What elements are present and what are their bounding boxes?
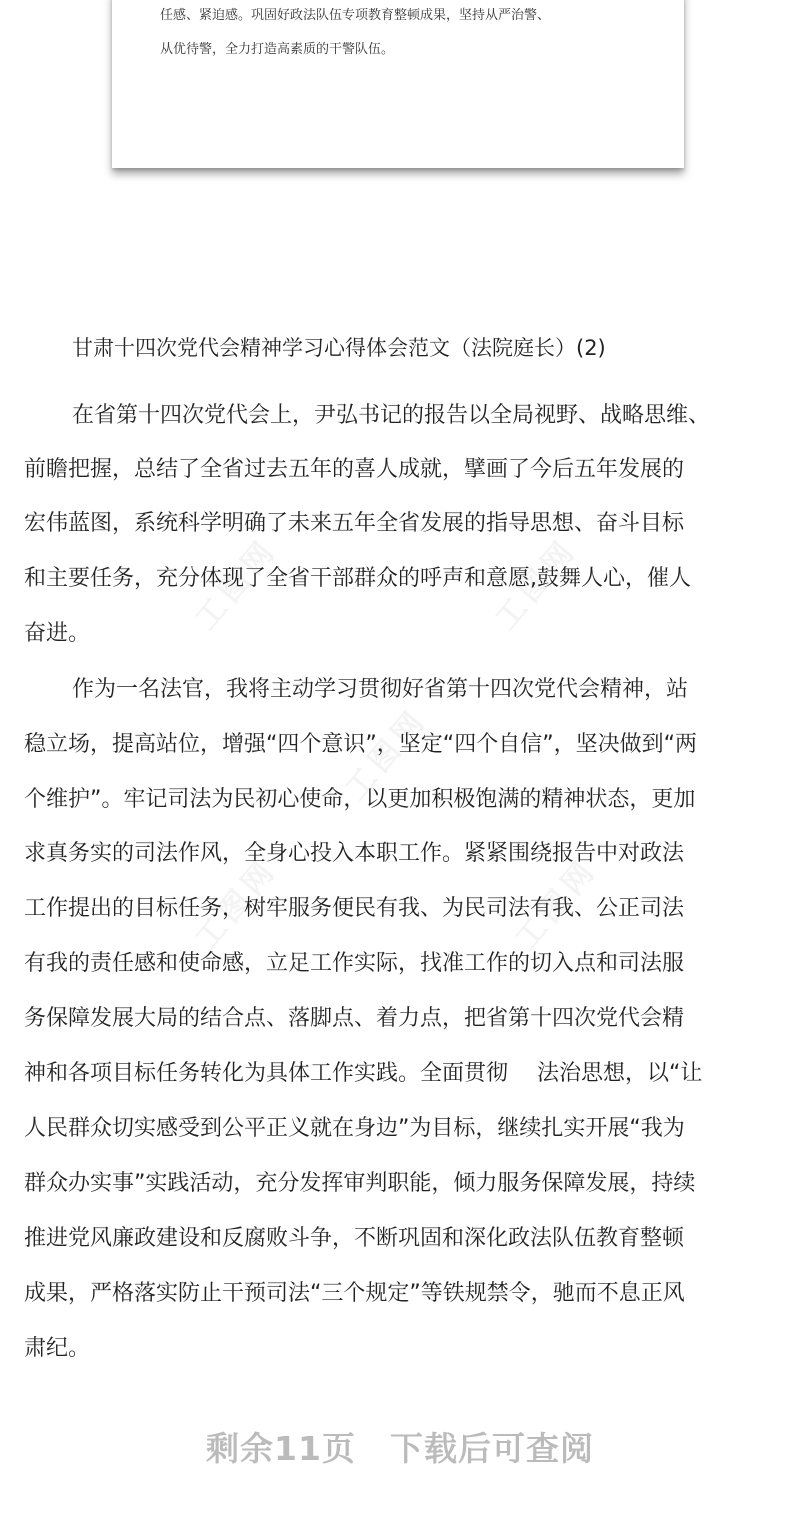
body-line: 肃纪。: [24, 1336, 91, 1361]
body-line: 求真务实的司法作风，全身心投入本职工作。紧紧围绕报告中对政法: [24, 841, 685, 866]
body-line: 稳立场，提高站位，增强“四个意识”，坚定“四个自信”，坚决做到“两: [24, 732, 697, 757]
body-line: 群众办实事”实践活动，充分发挥审判职能，倾力服务保障发展，持续: [24, 1171, 696, 1196]
preview-text-line-2: 从优待警，全力打造高素质的干警队伍。: [160, 42, 395, 57]
watermark: 工图网: [508, 851, 605, 957]
body-line: 有我的责任感和使命感，立足工作实际，找准工作的切入点和司法服: [24, 951, 685, 976]
preview-text-line-1: 任感、紧迫感。巩固好政法队伍专项教育整顿成果，坚持从严治警、: [160, 8, 551, 23]
body-line: 成果，严格落实防止干预司法“三个规定”等铁规禁令，驰而不息正风: [24, 1281, 685, 1306]
watermark: 工图网: [188, 851, 285, 957]
body-line: 推进党风廉政建设和反腐败斗争，不断巩固和深化政法队伍教育整顿: [24, 1226, 685, 1251]
previous-page-preview: [112, 0, 684, 168]
body-line: 作为一名法官，我将主动学习贯彻好省第十四次党代会精神，站: [72, 677, 689, 702]
watermark: 工图网: [338, 701, 435, 807]
body-line: 和主要任务，充分体现了全省干部群众的呼声和意愿,鼓舞人心，催人: [24, 566, 691, 591]
body-line: 在省第十四次党代会上，尹弘书记的报告以全局视野、战略思维、: [72, 403, 711, 428]
watermark: 工图网: [188, 531, 285, 637]
watermark: 工图网: [488, 531, 585, 637]
body-line: 人民群众切实感受到公平正义就在身边”为目标，继续扎实开展“我为: [24, 1116, 685, 1141]
body-line: 宏伟蓝图，系统科学明确了未来五年全省发展的指导思想、奋斗目标: [24, 511, 685, 536]
body-line: 前瞻把握，总结了全省过去五年的喜人成就，擘画了今后五年发展的: [24, 457, 685, 482]
body-line: 奋进。: [24, 621, 91, 646]
body-line: 务保障发展大局的结合点、落脚点、着力点，把省第十四次党代会精: [24, 1006, 685, 1031]
remaining-pages-download-prompt[interactable]: 剩余11页 下载后可查阅: [206, 1429, 594, 1468]
body-line: 神和各项目标任务转化为具体工作实践。全面贯彻 法治思想，以“让: [24, 1061, 703, 1086]
body-line: 个维护”。牢记司法为民初心使命，以更加积极饱满的精神状态，更加: [24, 787, 696, 812]
document-title: 甘肃十四次党代会精神学习心得体会范文（法院庭长）(2): [72, 336, 606, 360]
body-line: 工作提出的目标任务，树牢服务便民有我、为民司法有我、公正司法: [24, 896, 685, 921]
